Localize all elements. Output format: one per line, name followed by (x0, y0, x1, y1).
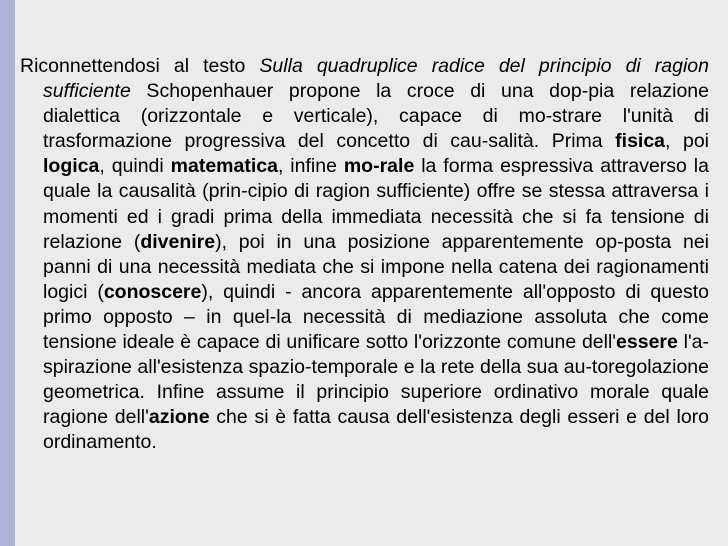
keyword-divenire: divenire (140, 230, 216, 253)
text-run: , quindi (99, 155, 171, 178)
keyword-fisica: fisica (615, 130, 666, 153)
keyword-essere: essere (616, 331, 678, 354)
text-run: che si è fatta causa dell'esistenza degli esseri e del loro ordinamento. (43, 406, 710, 454)
text-run: ), poi in una posizione apparentemente op-posta nei panni di una necessità mediata che si impone nella catena dei ragionamenti logici ( (43, 230, 709, 303)
keyword-morale: mo-rale (343, 155, 415, 178)
keyword-logica: logica (43, 155, 100, 178)
text-run: , infine (277, 155, 344, 178)
text-run: la forma espressiva attraverso la quale la causalità (prin-cipio di ragion sufficiente) offre se stessa attraversa i momenti ed i gradi prima della immediata necessità che si fa tensione di relazione ( (43, 155, 709, 253)
text-run: Schopenhauer propone la croce di una dop-pia relazione dialettica (orizzontale e verticale), capace di mo-strare l'unità di trasformazione progressiva del concetto di cau-salità. Prima (43, 80, 709, 153)
text-run: ), quindi - ancora apparentemente all'opposto di questo primo opposto – in quel-la necessità di mediazione assoluta che come tensione ideale è capace di unificare sotto l'orizzonte comune dell' (43, 280, 709, 354)
keyword-conoscere: conoscere (103, 280, 202, 303)
keyword-matematica: matematica (170, 155, 278, 178)
book-title: Sulla quadruplice radice del principio di ragion sufficiente (43, 55, 709, 103)
text-run: Riconnettendosi al testo (20, 55, 260, 77)
text-run: , poi (665, 130, 709, 153)
body-paragraph (20, 54, 709, 456)
text-run: l'a-spirazione all'esistenza spazio-temporale e la rete della sua au-toregolazione geometrica. Infine assume il principio superiore ordinativo morale quale ragione dell' (43, 331, 710, 429)
keyword-azione: azione (148, 406, 210, 429)
